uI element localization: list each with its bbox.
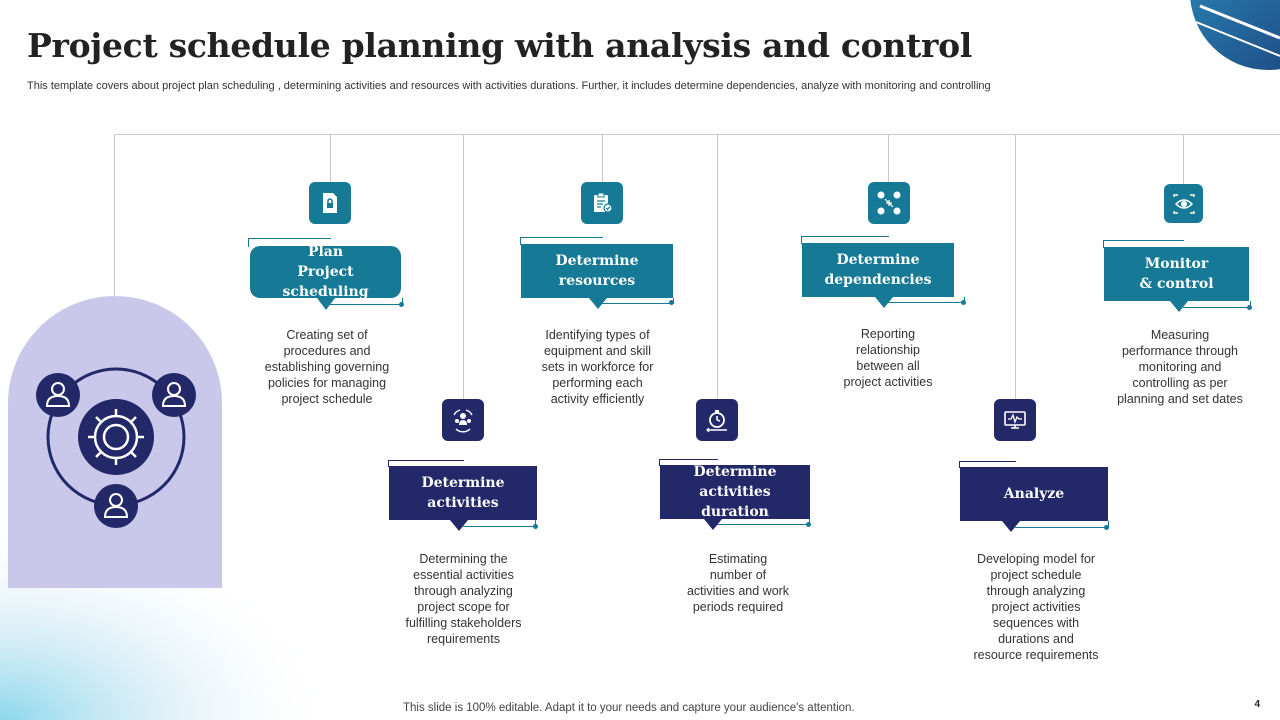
step-duration-box[interactable] (660, 465, 810, 519)
notch (317, 298, 335, 310)
bracket (602, 298, 674, 304)
step-resources-description: Identifying types of equipment and skill sets in workforce for performing each activity efficiently (541, 328, 654, 406)
step-duration-label-2: activities duration (699, 484, 771, 520)
notch (875, 297, 893, 308)
bracket-dot (961, 300, 966, 305)
bracket-dot (533, 524, 538, 529)
bracket-dot (806, 522, 811, 527)
person-icon-left (36, 373, 80, 417)
notch (1170, 301, 1188, 312)
step-analyze-box[interactable] (960, 467, 1108, 521)
bracket (717, 519, 810, 525)
step-dependencies-label-1: Determine (836, 252, 920, 268)
step-activities-box[interactable] (389, 466, 537, 520)
monitor-chart-icon (994, 399, 1036, 441)
page-subtitle: This template covers about project plan scheduling , determining activities and resources with activities durations. Further, it includes determine dependencies, analyze with monitoring and controlling (27, 80, 991, 92)
footer-note: This slide is 100% editable. Adapt it to your needs and capture your audience's attention. (403, 702, 855, 714)
drop-line-5 (888, 134, 889, 182)
timeline-left-drop (114, 134, 115, 304)
page-title: Project schedule planning with analysis and control (27, 26, 973, 65)
step-monitor-box[interactable] (1104, 247, 1249, 301)
step-monitor-label-2: & control (1139, 276, 1214, 292)
person-icon-right (152, 373, 196, 417)
person-icon-bottom (94, 484, 138, 528)
bracket (330, 298, 403, 305)
drop-line-6 (1015, 134, 1016, 399)
lock-document-icon (309, 182, 351, 224)
step-dependencies-description: Reporting relationship between all project activities (843, 327, 933, 389)
bracket-dot (399, 302, 404, 307)
drop-line-3 (602, 134, 603, 182)
notch (1002, 521, 1020, 532)
bracket (1183, 301, 1251, 308)
step-activities-description: Determining the essential activities through analyzing project scope for fulfilling stakeholders requirements (405, 552, 522, 646)
step-monitor-description: Measuring performance through monitoring and controlling as per planning and set dates (1117, 328, 1243, 406)
step-activities-label-2: activities (427, 495, 499, 511)
step-plan-label-2: Project scheduling (282, 264, 369, 300)
drop-line-2 (463, 134, 464, 399)
timeline-top-line (114, 134, 1280, 135)
drop-line-4 (717, 134, 718, 399)
notch (450, 520, 468, 531)
step-resources-label-1: Determine (555, 253, 639, 269)
step-duration-label-1: Determine (693, 464, 777, 480)
page-number: 4 (1254, 699, 1260, 710)
network-nodes-icon (868, 182, 910, 224)
bracket (463, 520, 536, 527)
step-duration-description: Estimating number of activities and work periods required (686, 552, 790, 614)
bracket (1015, 521, 1109, 528)
drop-line-1 (330, 134, 331, 182)
notch (589, 298, 607, 309)
bracket (888, 297, 965, 303)
step-plan-label-1: Plan (307, 244, 344, 260)
eye-monitor-icon (1164, 184, 1203, 223)
team-cycle-icon (442, 399, 484, 441)
stopwatch-icon (696, 399, 738, 441)
bracket-dot (1247, 305, 1252, 310)
step-resources-label-2: resources (558, 273, 636, 289)
bracket-dot (669, 300, 674, 305)
team-settings-illustration (8, 296, 223, 588)
notch (704, 519, 722, 530)
step-monitor-label-1: Monitor (1144, 256, 1209, 272)
step-resources-box[interactable] (521, 244, 673, 298)
step-dependencies-label-2: dependencies (824, 272, 932, 288)
corner-ornament (1190, 0, 1280, 70)
step-analyze-label: Analyze (1003, 486, 1065, 502)
step-analyze-description: Developing model for project schedule through analyzing project activities sequences with durations and resource requirements (973, 552, 1099, 662)
step-plan-box[interactable] (250, 246, 401, 298)
drop-line-7 (1183, 134, 1184, 184)
step-dependencies-box[interactable] (802, 243, 954, 297)
step-plan-description: Creating set of procedures and establishing governing policies for managing project schedule (264, 328, 390, 406)
bracket-dot (1104, 525, 1109, 530)
step-activities-label-1: Determine (421, 475, 505, 491)
clipboard-check-icon (581, 182, 623, 224)
